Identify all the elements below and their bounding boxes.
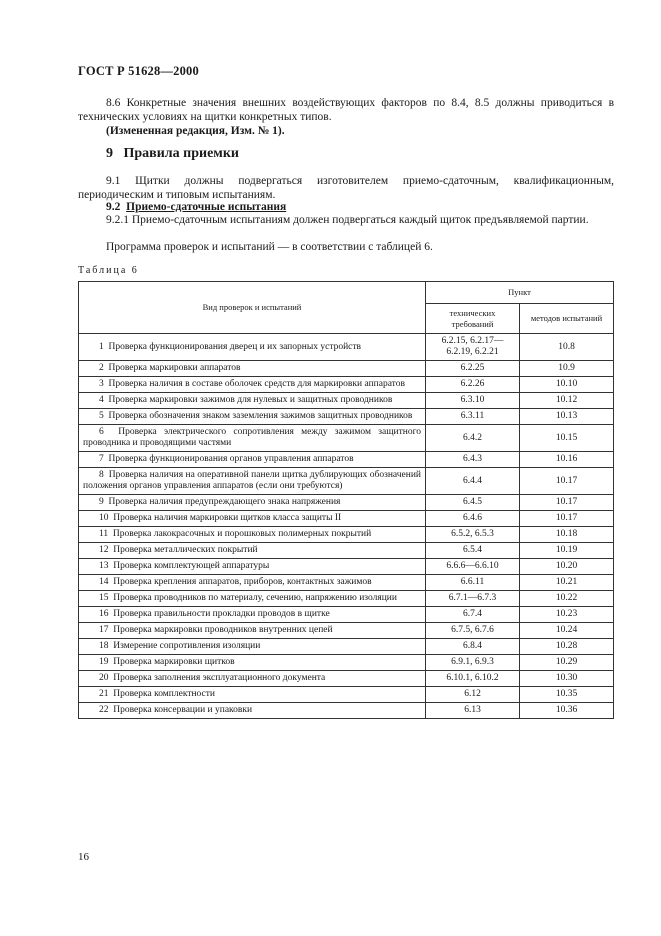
tech-requirements-cell: 6.5.2, 6.5.3 (426, 527, 520, 543)
test-methods-cell: 10.17 (520, 468, 614, 495)
check-name-cell (79, 527, 426, 543)
tech-requirements-cell: 6.6.11 (426, 575, 520, 591)
tech-requirements-cell: 6.4.2 (426, 425, 520, 452)
subsection-9-2 (106, 201, 286, 213)
check-name-cell (79, 377, 426, 393)
tech-requirements-cell: 6.6.6—6.6.10 (426, 559, 520, 575)
table-row (79, 468, 614, 495)
tech-requirements-cell: 6.4.6 (426, 511, 520, 527)
paragraph-9-1: 9.1 Щитки должны подвергаться изготовителем приемо-сдаточным, квалификационным, периодическим и типовым испытаниям. (78, 175, 614, 201)
test-methods-cell: 10.24 (520, 623, 614, 639)
table-row (79, 543, 614, 559)
table-row (79, 409, 614, 425)
check-number: 18 (99, 641, 109, 651)
test-methods-cell: 10.20 (520, 559, 614, 575)
subsection-number: 9.2 (106, 201, 121, 213)
check-number: 13 (99, 561, 109, 571)
tech-requirements-cell: 6.5.4 (426, 543, 520, 559)
test-methods-cell: 10.8 (520, 334, 614, 361)
check-name-cell (79, 543, 426, 559)
check-name: Проверка наличия в составе оболочек средств для маркировки аппаратов (108, 379, 405, 389)
test-methods-cell: 10.21 (520, 575, 614, 591)
table-row (79, 575, 614, 591)
check-name: Проверка функционирования дверец и их запорных устройств (108, 341, 362, 352)
tech-requirements-cell: 6.4.5 (426, 495, 520, 511)
check-name-cell (79, 591, 426, 607)
test-methods-cell: 10.29 (520, 655, 614, 671)
check-number: 17 (99, 625, 109, 635)
tech-requirements-cell: 6.10.1, 6.10.2 (426, 671, 520, 687)
test-methods-cell: 10.18 (520, 527, 614, 543)
check-number: 12 (99, 545, 109, 555)
table-row (79, 334, 614, 361)
check-name: Проверка маркировки щитков (113, 657, 235, 667)
check-name-cell (79, 687, 426, 703)
check-name: Проверка проводников по материалу, сечению, напряжению изоляции (113, 593, 397, 603)
test-methods-cell: 10.36 (520, 703, 614, 719)
check-number: 19 (99, 657, 109, 667)
test-methods-cell: 10.12 (520, 393, 614, 409)
check-number: 11 (99, 529, 109, 539)
tech-requirements-cell: 6.9.1, 6.9.3 (426, 655, 520, 671)
check-name-cell (79, 655, 426, 671)
check-name-cell (79, 425, 426, 452)
check-name: Проверка заполнения эксплуатационного документа (113, 673, 326, 683)
check-name: Проверка металлических покрытий (113, 545, 258, 555)
check-name: Измерение сопротивления изоляции (113, 641, 261, 651)
page-number: 16 (78, 851, 89, 863)
table-row (79, 655, 614, 671)
check-name-cell (79, 393, 426, 409)
table-row (79, 377, 614, 393)
table-body (79, 334, 614, 719)
check-number: 22 (99, 705, 109, 715)
check-name-cell (79, 671, 426, 687)
table-caption: Таблица 6 (78, 265, 139, 276)
table-row (79, 559, 614, 575)
check-number: 6 (99, 427, 104, 437)
tech-requirements-cell: 6.2.25 (426, 361, 520, 377)
check-name-cell (79, 639, 426, 655)
check-name: Проверка крепления аппаратов, приборов, контактных зажимов (113, 577, 372, 587)
tech-requirements-cell: 6.2.26 (426, 377, 520, 393)
tech-requirements-cell: 6.4.3 (426, 452, 520, 468)
check-name-cell (79, 334, 426, 361)
table-row (79, 703, 614, 719)
check-name: Проверка наличия на оперативной панели щитка дублирующих обозначений положения органов управления аппаратов (если они требуются) (83, 470, 422, 491)
check-name-cell (79, 575, 426, 591)
check-number: 7 (99, 454, 104, 464)
test-methods-cell: 10.22 (520, 591, 614, 607)
check-name-cell (79, 452, 426, 468)
test-methods-cell: 10.23 (520, 607, 614, 623)
table-row (79, 671, 614, 687)
paragraph-8-6: 8.6 Конкретные значения внешних воздействующих факторов по 8.4, 8.5 должны приводиться в технических условиях на щитки конкретных типов. (78, 97, 614, 123)
check-number: 21 (99, 689, 109, 699)
tech-requirements-cell: 6.7.1—6.7.3 (426, 591, 520, 607)
check-name-cell (79, 559, 426, 575)
check-number: 15 (99, 593, 109, 603)
test-methods-cell: 10.35 (520, 687, 614, 703)
paragraph-9-2-1: 9.2.1 Приемо-сдаточным испытаниям должен подвергаться каждый щиток предъявляемой партии. (106, 214, 589, 226)
tech-requirements-cell: 6.3.10 (426, 393, 520, 409)
check-number: 2 (99, 363, 104, 373)
check-name-cell (79, 361, 426, 377)
section-name: Правила приемки (123, 146, 239, 161)
check-number: 16 (99, 609, 109, 619)
table-row (79, 393, 614, 409)
tech-requirements-cell: 6.3.11 (426, 409, 520, 425)
header-tech: технических требований (426, 304, 520, 334)
check-name-cell (79, 468, 426, 495)
check-name: Проверка наличия предупреждающего знака напряжения (108, 497, 341, 507)
tech-requirements-cell: 6.12 (426, 687, 520, 703)
checks-table (78, 281, 614, 719)
check-number: 10 (99, 513, 109, 523)
paragraph-program: Программа проверок и испытаний — в соответствии с таблицей 6. (106, 241, 433, 253)
test-methods-cell: 10.17 (520, 495, 614, 511)
test-methods-cell: 10.10 (520, 377, 614, 393)
check-name: Проверка маркировки аппаратов (108, 363, 241, 373)
table-row (79, 361, 614, 377)
tech-requirements-cell: 6.4.4 (426, 468, 520, 495)
check-number: 3 (99, 379, 104, 389)
check-number: 1 (99, 341, 104, 352)
check-name-cell (79, 623, 426, 639)
subsection-title: Приемо-сдаточные испытания (126, 201, 287, 213)
test-methods-cell: 10.30 (520, 671, 614, 687)
tech-requirements-cell: 6.7.4 (426, 607, 520, 623)
check-name: Проверка консервации и упаковки (113, 705, 253, 715)
check-name-cell (79, 511, 426, 527)
check-name: Проверка обозначения знаком заземления зажимов защитных проводников (108, 411, 413, 421)
section-title (106, 146, 239, 162)
table-row (79, 687, 614, 703)
check-name: Проверка наличия маркировки щитков класса защиты II (113, 513, 342, 523)
check-number: 4 (99, 395, 104, 405)
edition-note: (Измененная редакция, Изм. № 1). (106, 125, 285, 137)
check-name: Проверка маркировки проводников внутренних цепей (113, 625, 333, 635)
check-name: Проверка комплектности (113, 689, 215, 699)
tech-requirements-cell: 6.8.4 (426, 639, 520, 655)
check-name-cell (79, 703, 426, 719)
header-methods: методов испытаний (520, 304, 614, 334)
header-point: Пункт (426, 282, 614, 304)
test-methods-cell: 10.9 (520, 361, 614, 377)
table-row (79, 623, 614, 639)
check-number: 9 (99, 497, 104, 507)
check-number: 5 (99, 411, 104, 421)
test-methods-cell: 10.28 (520, 639, 614, 655)
check-name: Проверка маркировки зажимов для нулевых и защитных проводников (108, 395, 393, 405)
table-row (79, 607, 614, 623)
tech-requirements-cell: 6.2.15, 6.2.17—6.2.19, 6.2.21 (426, 334, 520, 361)
table-row (79, 452, 614, 468)
tech-requirements-cell: 6.7.5, 6.7.6 (426, 623, 520, 639)
test-methods-cell: 10.19 (520, 543, 614, 559)
table-row (79, 425, 614, 452)
table-row (79, 495, 614, 511)
check-name: Проверка правильности прокладки проводов в щитке (113, 609, 330, 619)
section-number: 9 (106, 146, 113, 161)
check-name-cell (79, 607, 426, 623)
check-number: 20 (99, 673, 109, 683)
check-number: 14 (99, 577, 109, 587)
check-name: Проверка электрического сопротивления между зажимом защитного проводника и проводящими частями (83, 427, 421, 448)
table-row (79, 639, 614, 655)
test-methods-cell: 10.13 (520, 409, 614, 425)
check-name-cell (79, 409, 426, 425)
header-kind: Вид проверок и испытаний (79, 282, 426, 334)
test-methods-cell: 10.17 (520, 511, 614, 527)
tech-requirements-cell: 6.13 (426, 703, 520, 719)
check-name: Проверка комплектующей аппаратуры (113, 561, 270, 571)
test-methods-cell: 10.15 (520, 425, 614, 452)
check-name: Проверка функционирования органов управления аппаратов (108, 454, 354, 464)
test-methods-cell: 10.16 (520, 452, 614, 468)
check-number: 8 (99, 470, 104, 480)
check-name: Проверка лакокрасочных и порошковых полимерных покрытий (112, 529, 372, 539)
document-header: ГОСТ Р 51628—2000 (78, 64, 199, 78)
table-row (79, 591, 614, 607)
table-row (79, 527, 614, 543)
table-row (79, 511, 614, 527)
check-name-cell (79, 495, 426, 511)
